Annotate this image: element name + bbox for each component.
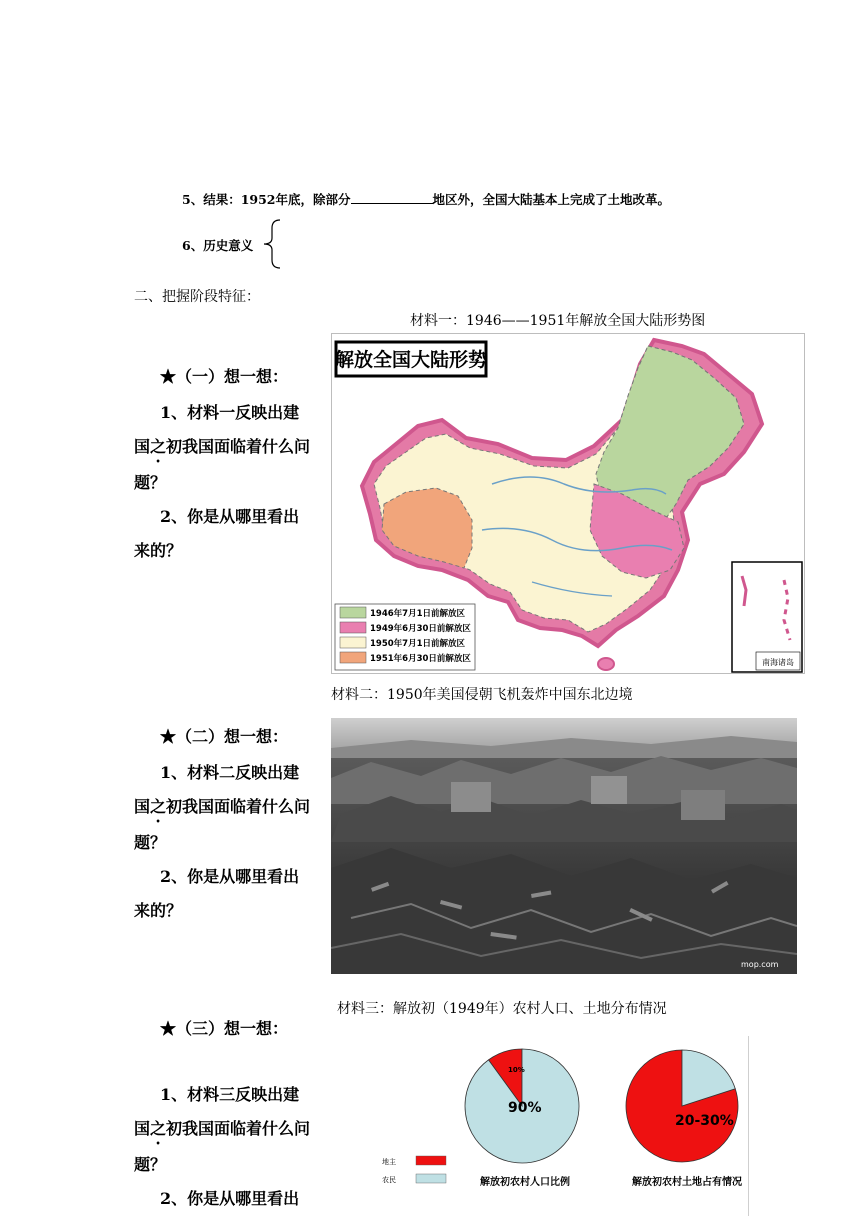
think-1-q2: 2、你是从哪里看出来的？ <box>134 507 300 560</box>
think-2-q2: 2、你是从哪里看出来的？ <box>134 867 300 920</box>
pie-title-land: 解放初农村土地占有情况 <box>632 1177 742 1188</box>
section-2-title: 二、把握阶段特征： <box>134 289 260 305</box>
think-2-q1-part-c: 之 <box>150 797 167 816</box>
bombing-photo <box>331 718 797 974</box>
pie-legend-label: 农民 <box>382 1176 396 1184</box>
think-3-q1-part-b: 国 <box>134 1119 151 1138</box>
pie-data-label: 20-30% <box>675 1113 734 1129</box>
material-2-caption: 材料二：1950年美国侵朝飞机轰炸中国东北边境 <box>331 687 633 703</box>
pie-legend-swatch <box>416 1174 446 1183</box>
material-1-caption: 材料一：1946——1951年解放全国大陆形势图 <box>410 313 706 329</box>
think-1-q1-part-d: 初我国面临着什么问题？ <box>134 437 311 492</box>
think-2-title: ★（二）想一想： <box>160 727 289 746</box>
fill-blank[interactable] <box>351 193 433 204</box>
pie-title-population: 解放初农村人口比例 <box>480 1177 570 1188</box>
think-2-q1-part-d: 初我国面临着什么问题？ <box>134 797 311 852</box>
pie-legend-swatch <box>416 1156 446 1165</box>
item-5-text-after: 地区外，全国大陆基本上完成了土地改革。 <box>432 192 671 207</box>
land-distribution-charts <box>380 1046 752 1196</box>
photo-watermark: mop.com <box>741 960 779 969</box>
bombing-photo-drawing <box>331 718 797 974</box>
map-inset-label: 南海诸岛 <box>762 658 794 667</box>
item-5-text-before: 5、结果：1952年底，除部分 <box>182 192 351 207</box>
think-2-q1-part-a: 1、材料二反映出建 <box>160 763 300 782</box>
item-5-result <box>182 190 670 208</box>
think-3-q1-part-d: 初我国面临着什么问题？ <box>134 1119 311 1174</box>
think-2-q1-part-b: 国 <box>134 797 151 816</box>
think-1-questions <box>134 396 314 568</box>
pie-chart-land <box>626 1050 738 1162</box>
think-3-q1-part-c: 之 <box>150 1119 167 1138</box>
think-1-q1-part-a: 1、材料一反映出建 <box>160 403 300 422</box>
pie-legend-label: 地主 <box>382 1158 396 1166</box>
map-title: 解放全国大陆形势 <box>334 349 488 371</box>
pie-legend <box>382 1156 446 1184</box>
material-3-caption: 材料三：解放初（1949年）农村人口、土地分布情况 <box>337 1001 667 1017</box>
map-drawing <box>332 334 804 673</box>
map-legend-item: 1949年6月30日前解放区 <box>370 624 471 634</box>
pie-data-label: 90% <box>508 1100 542 1116</box>
think-1-q1-part-c: 之 <box>150 437 167 456</box>
item-6-label: 6、历史意义 <box>182 238 254 253</box>
think-3-q2: 2、你是从哪里看出 <box>160 1189 300 1208</box>
map-legend <box>335 604 475 670</box>
map-legend-item: 1946年7月1日前解放区 <box>370 609 465 619</box>
think-3-q1-part-a: 1、材料三反映出建 <box>160 1085 300 1104</box>
liberation-map <box>331 333 805 674</box>
map-legend-item: 1950年7月1日前解放区 <box>370 639 465 649</box>
left-brace-icon <box>258 218 284 270</box>
think-3-questions <box>134 1078 314 1216</box>
pie-data-label: 10% <box>508 1066 525 1074</box>
think-1-title: ★（一）想一想： <box>160 367 289 386</box>
think-1-q1-part-b: 国 <box>134 437 151 456</box>
think-3-title: ★（三）想一想： <box>160 1019 289 1038</box>
think-2-questions <box>134 756 314 928</box>
pie-chart-population <box>465 1049 579 1163</box>
map-legend-item: 1951年6月30日前解放区 <box>370 654 471 664</box>
